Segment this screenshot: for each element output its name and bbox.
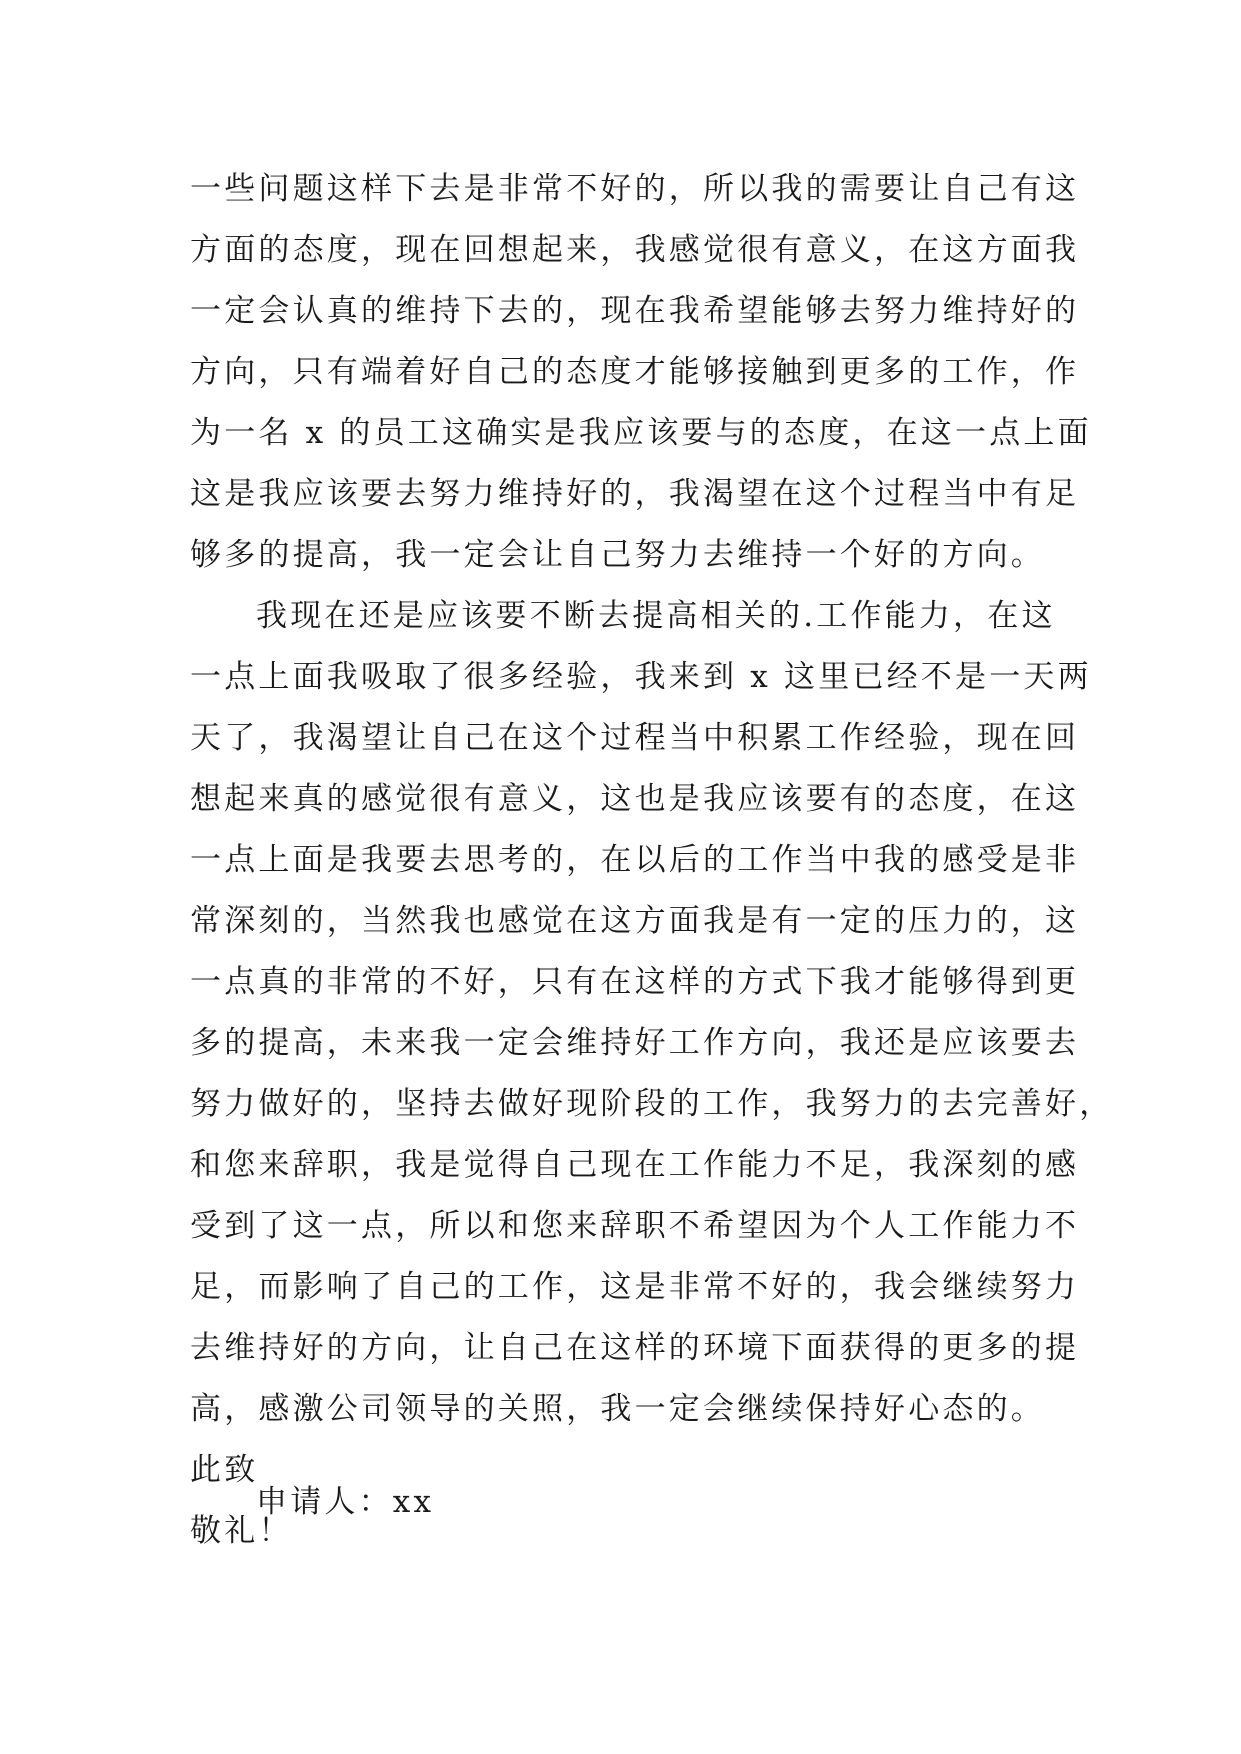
text-line: 努力做好的，坚持去做好现阶段的工作，我努力的去完善好， xyxy=(190,1086,1114,1122)
text-line: 一些问题这样下去是非常不好的，所以我的需要让自己有这 xyxy=(190,171,1080,207)
paragraph-2 xyxy=(190,586,1114,1440)
text-line: 和您来辞职，我是觉得自己现在工作能力不足，我深刻的感 xyxy=(190,1147,1080,1183)
text-line: 足，而影响了自己的工作，这是非常不好的，我会继续努力 xyxy=(190,1269,1080,1305)
text-line: 想起来真的感觉很有意义，这也是我应该要有的态度，在这 xyxy=(190,781,1080,817)
text-line: 常深刻的，当然我也感觉在这方面我是有一定的压力的，这 xyxy=(190,903,1080,939)
letter-body xyxy=(190,159,1114,1562)
text-line: 为一名 x 的员工这确实是我应该要与的态度，在这一点上面 xyxy=(190,415,1092,451)
closing-regards: 敬礼！ xyxy=(190,1513,293,1549)
text-line: 够多的提高，我一定会让自己努力去维持一个好的方向。 xyxy=(190,537,1045,573)
closing-salutation: 此致 xyxy=(190,1452,259,1488)
text-line: 一点真的非常的不好，只有在这样的方式下我才能够得到更 xyxy=(190,964,1080,1000)
text-line: 一定会认真的维持下去的，现在我希望能够去努力维持好的 xyxy=(190,293,1080,329)
applicant-signature: 申请人：xx xyxy=(256,1484,435,1520)
text-line: 天了，我渴望让自己在这个过程当中积累工作经验，现在回 xyxy=(190,720,1080,756)
text-line: 去维持好的方向，让自己在这样的环境下面获得的更多的提 xyxy=(190,1330,1080,1366)
paragraph-1 xyxy=(190,159,1092,586)
text-line: 我现在还是应该要不断去提高相关的.工作能力，在这 xyxy=(256,598,1056,634)
text-line: 多的提高，未来我一定会维持好工作方向，我还是应该要去 xyxy=(190,1025,1080,1061)
text-line: 一点上面是我要去思考的，在以后的工作当中我的感受是非 xyxy=(190,842,1080,878)
text-line: 一点上面我吸取了很多经验，我来到 x 这里已经不是一天两 xyxy=(190,659,1092,695)
text-line: 受到了这一点，所以和您来辞职不希望因为个人工作能力不 xyxy=(190,1208,1080,1244)
text-line: 方向，只有端着好自己的态度才能够接触到更多的工作，作 xyxy=(190,354,1080,390)
text-line: 这是我应该要去努力维持好的，我渴望在这个过程当中有足 xyxy=(190,476,1080,512)
text-line: 高，感激公司领导的关照，我一定会继续保持好心态的。 xyxy=(190,1391,1045,1427)
text-line: 方面的态度，现在回想起来，我感觉很有意义，在这方面我 xyxy=(190,232,1080,268)
